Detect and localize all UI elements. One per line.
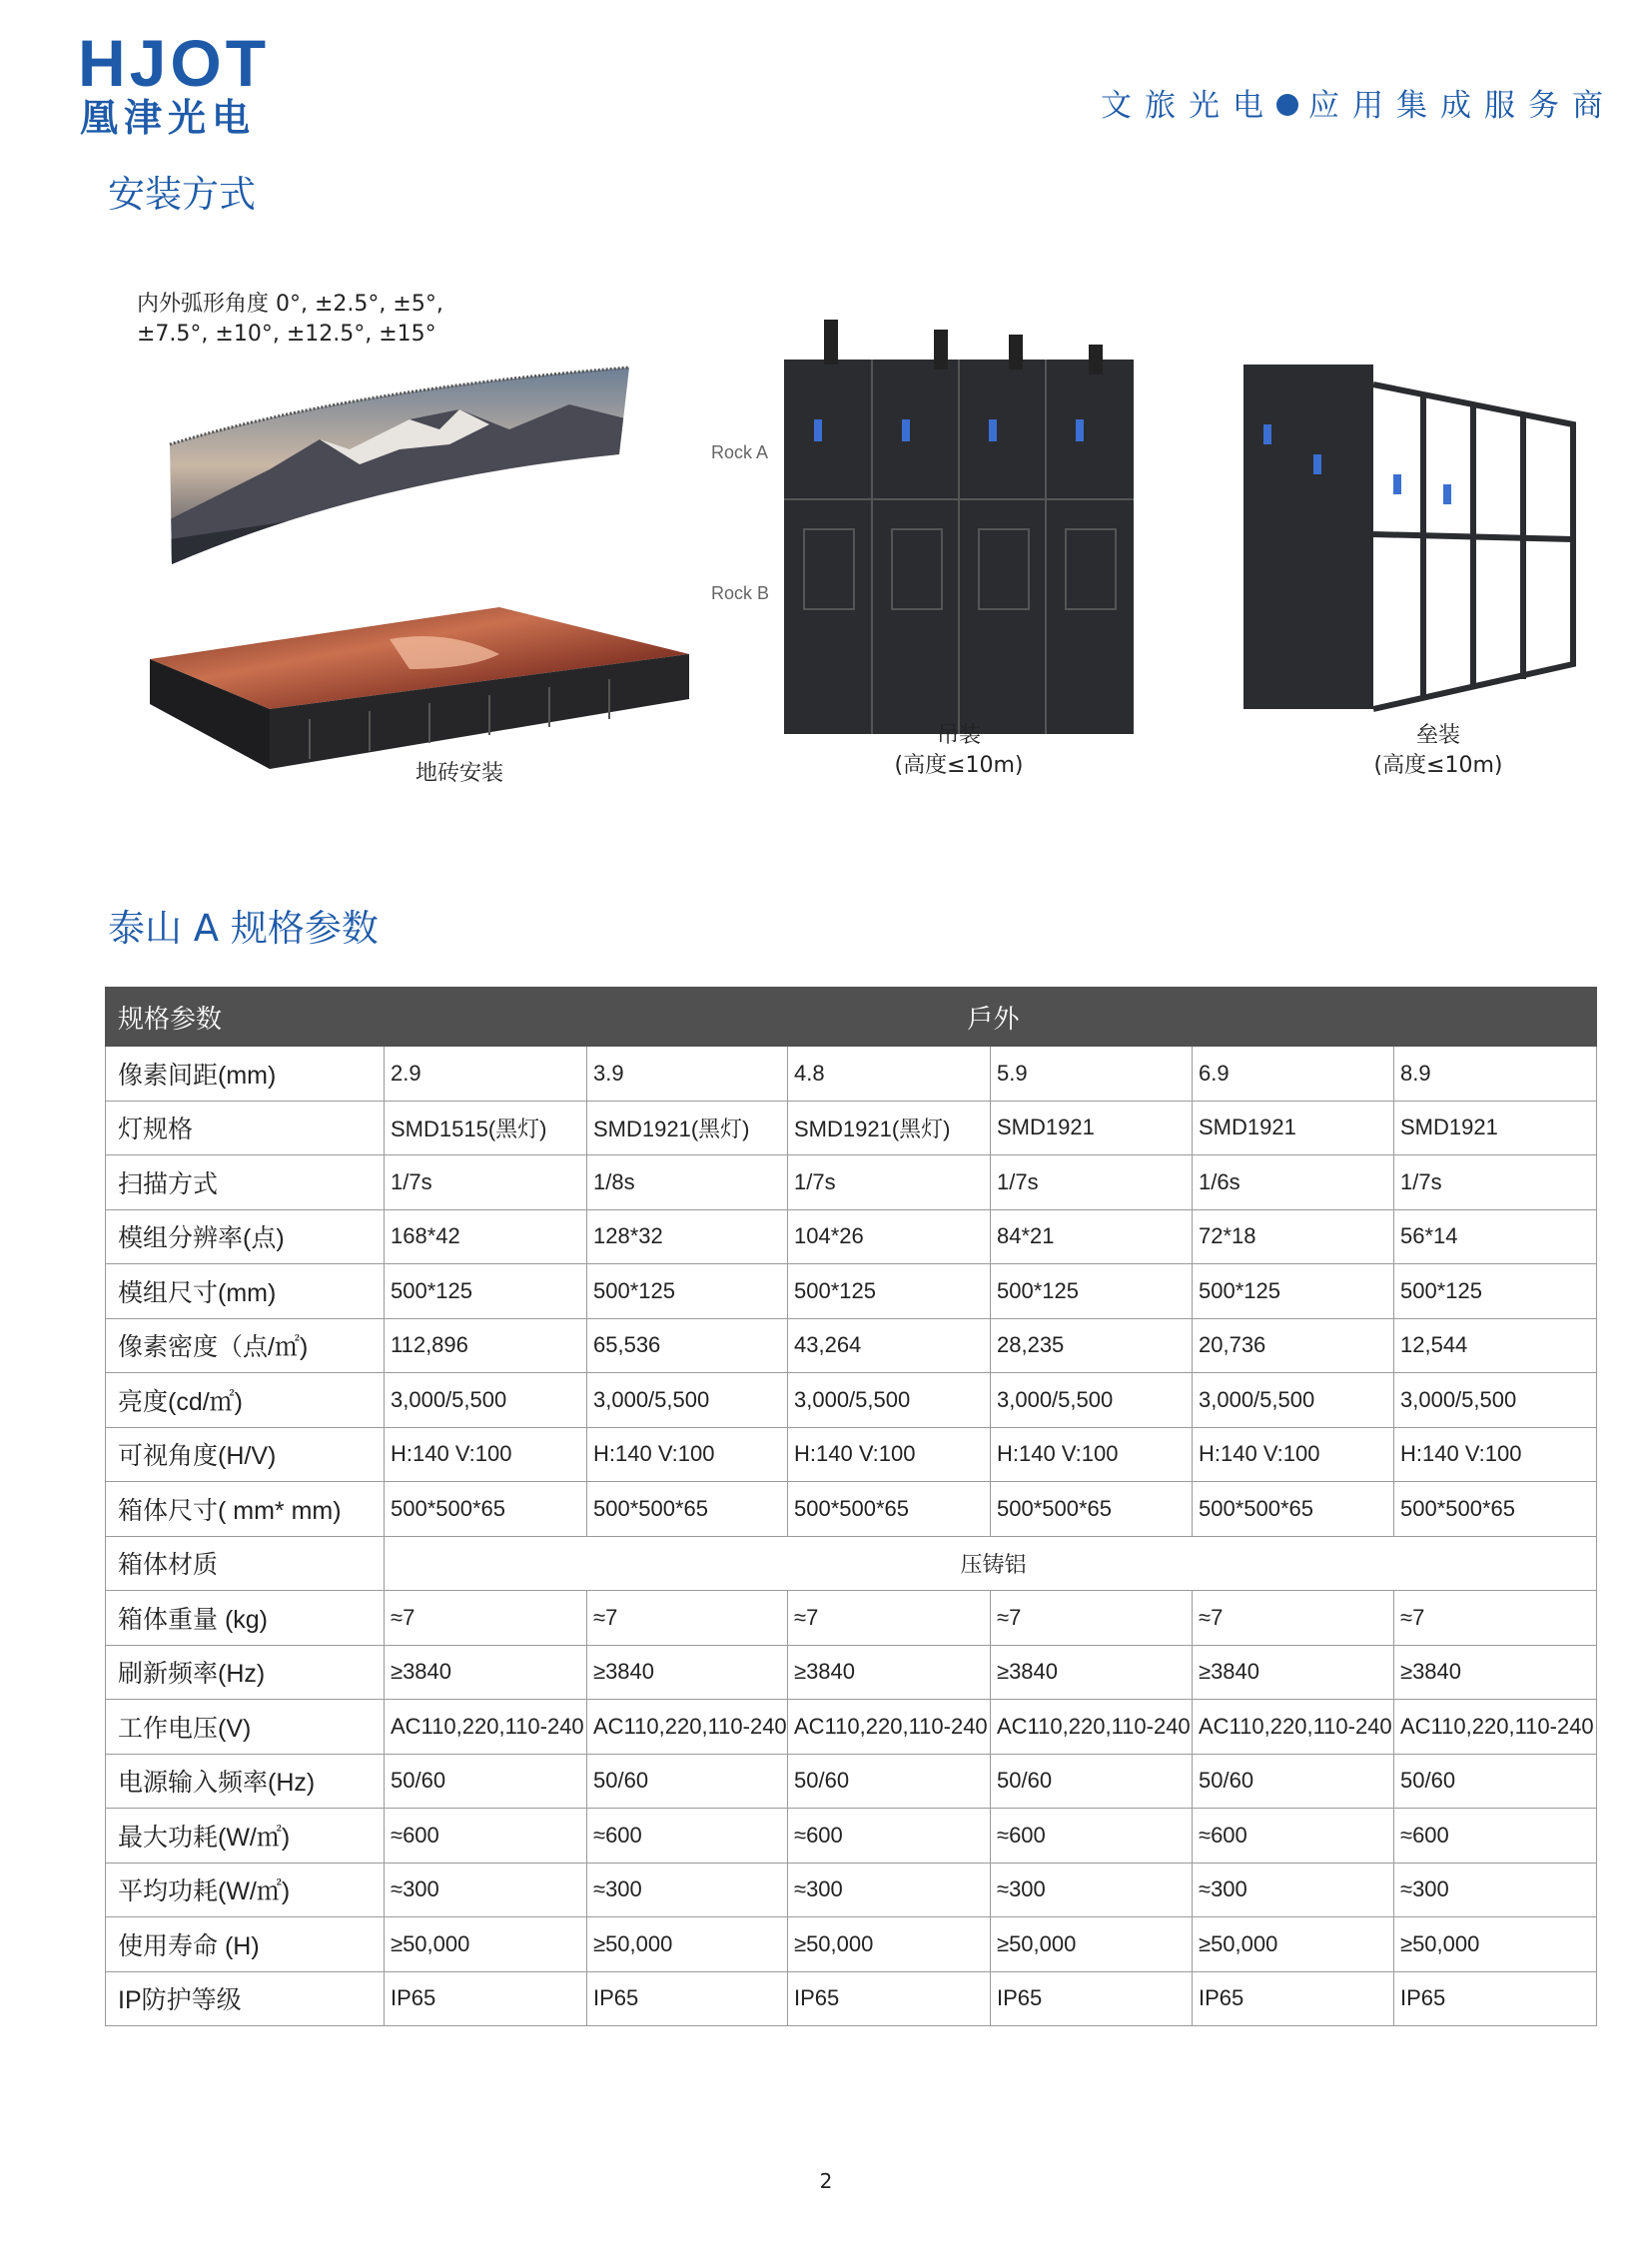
table-cell: ≈300 (788, 1863, 991, 1917)
table-cell: IP65 (587, 1971, 788, 2026)
spec-header-label: 规格参数 (106, 988, 385, 1047)
row-label: 像素密度（点/㎡) (106, 1318, 385, 1373)
row-label: 可视角度(H/V) (106, 1427, 385, 1482)
page-number: 2 (819, 2169, 833, 2193)
table-cell: 28,235 (991, 1318, 1193, 1373)
table-cell: ≥3840 (385, 1645, 587, 1700)
hanging-install-image (784, 300, 1139, 734)
row-label: 箱体材质 (106, 1536, 385, 1591)
bullet-dot-icon (1276, 94, 1298, 116)
row-label: 亮度(cd/㎡) (106, 1373, 385, 1428)
spec-section-title: 泰山 A 规格参数 (108, 907, 379, 950)
table-cell: ≈600 (385, 1809, 587, 1864)
table-cell: 500*500*65 (587, 1482, 788, 1537)
logo-mark: HJOT (78, 26, 271, 100)
table-cell: 500*500*65 (385, 1482, 587, 1537)
table-cell: 72*18 (1193, 1209, 1394, 1264)
table-cell: 104*26 (788, 1209, 991, 1264)
table-cell: SMD1921 (991, 1101, 1193, 1155)
row-label: 电源输入频率(Hz) (106, 1754, 385, 1809)
stack-caption-title: 垒装 (1415, 723, 1460, 748)
table-cell: ≥3840 (788, 1645, 991, 1700)
table-cell: 1/7s (788, 1155, 991, 1210)
table-row (106, 1427, 1597, 1482)
slogan-right: 应用集成服务商 (1308, 88, 1616, 124)
row-label: 刷新频率(Hz) (106, 1645, 385, 1700)
table-cell: H:140 V:100 (788, 1427, 991, 1482)
table-cell: 112,896 (385, 1318, 587, 1373)
table-cell: 500*500*65 (991, 1482, 1193, 1537)
table-row (106, 1591, 1597, 1646)
curved-screen-image (150, 350, 639, 579)
table-cell: IP65 (788, 1971, 991, 2026)
table-cell: ≈600 (1394, 1809, 1597, 1864)
merged-cell: 压铸铝 (385, 1536, 1597, 1591)
table-row (106, 1209, 1597, 1264)
table-cell: ≥3840 (587, 1645, 788, 1700)
table-cell: 1/7s (991, 1155, 1193, 1210)
table-cell: ≥50,000 (788, 1917, 991, 1972)
table-cell: ≈7 (788, 1591, 991, 1646)
table-cell: 5.9 (991, 1047, 1193, 1102)
table-cell: ≈7 (385, 1591, 587, 1646)
table-cell: 3,000/5,500 (385, 1373, 587, 1428)
arc-angle-line-2: ±7.5°, ±10°, ±12.5°, ±15° (137, 322, 436, 347)
row-label: 箱体尺寸( mm* mm) (106, 1482, 385, 1537)
table-cell: 56*14 (1394, 1209, 1597, 1264)
table-cell: ≥3840 (1193, 1645, 1394, 1700)
table-cell: 500*125 (1193, 1264, 1394, 1319)
table-cell: SMD1921(黑灯) (788, 1101, 991, 1155)
table-cell: 50/60 (1193, 1754, 1394, 1809)
table-cell: 1/6s (1193, 1155, 1394, 1210)
table-cell: H:140 V:100 (385, 1427, 587, 1482)
table-row (106, 1482, 1597, 1537)
table-cell: 65,536 (587, 1318, 788, 1373)
table-cell: ≥3840 (1394, 1645, 1597, 1700)
table-cell: IP65 (385, 1971, 587, 2026)
row-label: 灯规格 (106, 1101, 385, 1155)
table-cell: 500*125 (788, 1264, 991, 1319)
table-cell: 1/8s (587, 1155, 788, 1210)
table-cell: IP65 (1193, 1971, 1394, 2026)
table-cell: 84*21 (991, 1209, 1193, 1264)
table-row (106, 1318, 1597, 1373)
table-cell: 500*500*65 (788, 1482, 991, 1537)
table-cell: ≥50,000 (587, 1917, 788, 1972)
table-cell: 8.9 (1394, 1047, 1597, 1102)
row-label: 工作电压(V) (106, 1700, 385, 1755)
row-label: 扫描方式 (106, 1155, 385, 1210)
table-cell: ≈300 (587, 1863, 788, 1917)
table-cell: IP65 (991, 1971, 1193, 2026)
table-cell: ≈300 (385, 1863, 587, 1917)
table-cell: ≈7 (991, 1591, 1193, 1646)
table-cell: H:140 V:100 (991, 1427, 1193, 1482)
spec-header-value: 戶外 (385, 988, 1597, 1047)
table-cell: ≈300 (1193, 1863, 1394, 1917)
table-cell: 1/7s (385, 1155, 587, 1210)
rock-b-label: Rock B (711, 583, 770, 603)
table-cell: 6.9 (1193, 1047, 1394, 1102)
install-section-title: 安装方式 (108, 173, 256, 216)
table-cell: 500*125 (385, 1264, 587, 1319)
table-row (106, 1971, 1597, 2026)
table-cell: ≈600 (991, 1809, 1193, 1864)
table-cell: ≈600 (1193, 1809, 1394, 1864)
hang-install-caption (859, 721, 1059, 781)
row-label: IP防护等级 (106, 1971, 385, 2026)
table-cell: AC110,220,110-240 (1193, 1700, 1394, 1755)
table-cell: 43,264 (788, 1318, 991, 1373)
table-cell: ≥50,000 (1193, 1917, 1394, 1972)
row-label: 最大功耗(W/㎡) (106, 1809, 385, 1864)
table-cell: ≈7 (1394, 1591, 1597, 1646)
table-cell: ≥3840 (991, 1645, 1193, 1700)
table-cell: H:140 V:100 (1394, 1427, 1597, 1482)
table-cell: 50/60 (385, 1754, 587, 1809)
table-cell: SMD1515(黑灯) (385, 1101, 587, 1155)
table-cell: H:140 V:100 (587, 1427, 788, 1482)
table-cell: ≥50,000 (991, 1917, 1193, 1972)
table-cell: AC110,220,110-240 (788, 1700, 991, 1755)
table-row (106, 1155, 1597, 1210)
row-label: 像素间距(mm) (106, 1047, 385, 1102)
rock-a-label: Rock A (711, 442, 769, 462)
table-row (106, 1863, 1597, 1917)
table-cell: ≈7 (1193, 1591, 1394, 1646)
table-cell: AC110,220,110-240 (991, 1700, 1193, 1755)
table-cell: 50/60 (587, 1754, 788, 1809)
table-cell: 2.9 (385, 1047, 587, 1102)
slogan-left: 文旅光电 (1101, 88, 1276, 124)
stacking-install-image (1243, 365, 1578, 719)
table-cell: AC110,220,110-240 (1394, 1700, 1597, 1755)
hang-caption-sub: (高度≤10m) (894, 753, 1024, 778)
floor-tile-image (150, 599, 694, 779)
table-cell: 128*32 (587, 1209, 788, 1264)
table-row (106, 1645, 1597, 1700)
table-cell: SMD1921 (1394, 1101, 1597, 1155)
table-row (106, 1264, 1597, 1319)
table-cell: ≈600 (788, 1809, 991, 1864)
table-cell: ≈7 (587, 1591, 788, 1646)
hang-caption-title: 吊装 (936, 723, 981, 748)
table-cell: 168*42 (385, 1209, 587, 1264)
floor-install-caption: 地砖安装 (414, 761, 503, 786)
table-cell: ≥50,000 (1394, 1917, 1597, 1972)
table-row (106, 1809, 1597, 1864)
arc-angle-line-1: 内外弧形角度 0°, ±2.5°, ±5°, (137, 292, 443, 317)
table-cell: SMD1921 (1193, 1101, 1394, 1155)
table-cell: 3,000/5,500 (587, 1373, 788, 1428)
table-cell: 3.9 (587, 1047, 788, 1102)
table-row (106, 1536, 1597, 1591)
table-cell: H:140 V:100 (1193, 1427, 1394, 1482)
table-cell: 1/7s (1394, 1155, 1597, 1210)
table-cell: ≈300 (991, 1863, 1193, 1917)
table-row (106, 1047, 1597, 1102)
table-cell: 500*500*65 (1193, 1482, 1394, 1537)
company-logo (78, 26, 328, 140)
table-cell: AC110,220,110-240 (385, 1700, 587, 1755)
table-cell: 50/60 (991, 1754, 1193, 1809)
table-row (106, 1754, 1597, 1809)
table-cell: IP65 (1394, 1971, 1597, 2026)
table-cell: 3,000/5,500 (1394, 1373, 1597, 1428)
table-row (106, 1373, 1597, 1428)
table-cell: 3,000/5,500 (1193, 1373, 1394, 1428)
stack-caption-sub: (高度≤10m) (1373, 753, 1503, 778)
table-cell: 3,000/5,500 (991, 1373, 1193, 1428)
table-cell: 12,544 (1394, 1318, 1597, 1373)
table-cell: SMD1921(黑灯) (587, 1101, 788, 1155)
stack-install-caption (1338, 721, 1538, 781)
table-row (106, 1101, 1597, 1155)
row-label: 模组尺寸(mm) (106, 1264, 385, 1319)
table-cell: ≈300 (1394, 1863, 1597, 1917)
table-cell: ≥50,000 (385, 1917, 587, 1972)
logo-name: 凰津光电 (80, 96, 257, 140)
arc-angle-note (137, 290, 443, 350)
table-cell: 50/60 (788, 1754, 991, 1809)
row-label: 箱体重量 (kg) (106, 1591, 385, 1646)
table-cell: AC110,220,110-240 (587, 1700, 788, 1755)
table-cell: 500*125 (587, 1264, 788, 1319)
row-label: 使用寿命 (H) (106, 1917, 385, 1972)
header-slogan (1101, 86, 1616, 126)
table-cell: 500*500*65 (1394, 1482, 1597, 1537)
row-label: 平均功耗(W/㎡) (106, 1863, 385, 1917)
table-cell: 4.8 (788, 1047, 991, 1102)
table-cell: 3,000/5,500 (788, 1373, 991, 1428)
table-cell: 50/60 (1394, 1754, 1597, 1809)
spec-table (105, 987, 1597, 2026)
table-cell: 20,736 (1193, 1318, 1394, 1373)
table-row (106, 1700, 1597, 1755)
table-cell: 500*125 (1394, 1264, 1597, 1319)
spec-header-row (106, 988, 1597, 1047)
table-cell: 500*125 (991, 1264, 1193, 1319)
table-cell: ≈600 (587, 1809, 788, 1864)
table-row (106, 1917, 1597, 1972)
row-label: 模组分辨率(点) (106, 1209, 385, 1264)
